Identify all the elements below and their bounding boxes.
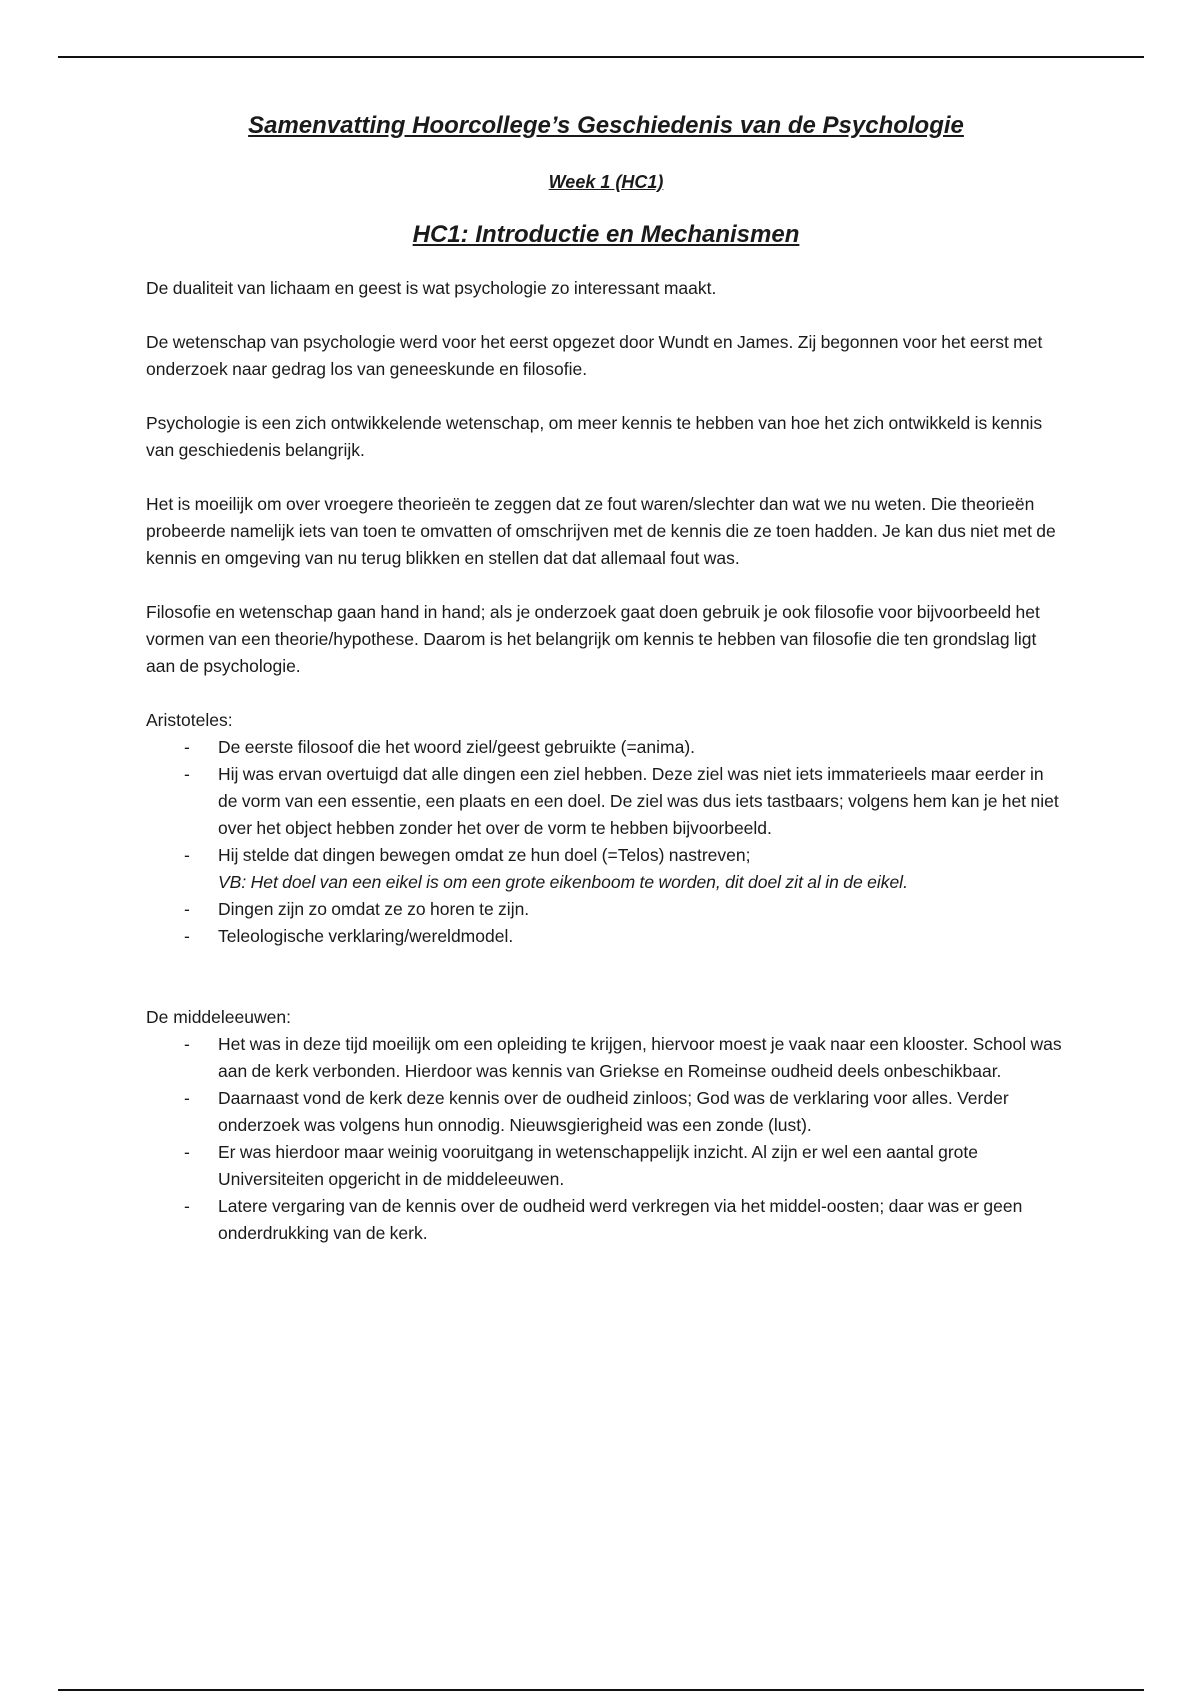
footer-rule	[58, 1689, 1144, 1691]
week-label: Week 1 (HC1)	[548, 172, 664, 192]
middeleeuwen-list	[146, 1031, 1066, 1247]
paragraph: Psychologie is een zich ontwikkelende wetenschap, om meer kennis te hebben van hoe het zich ontwikkeld is kennis van geschiedenis belangrijk.	[146, 413, 1043, 460]
bullet-dash: -	[184, 1196, 190, 1216]
list-item-text: Hij stelde dat dingen bewegen omdat ze hun doel (=Telos) nastreven;	[218, 845, 751, 865]
list-item-text: Er was hierdoor maar weinig vooruitgang in wetenschappelijk inzicht. Al zijn er wel een aantal grote Universiteiten opgericht in de middeleeuwen.	[218, 1142, 978, 1189]
list-item-text: Teleologische verklaring/wereldmodel.	[218, 926, 514, 946]
bullet-dash: -	[184, 845, 190, 865]
list-item	[146, 842, 1066, 896]
paragraph: Filosofie en wetenschap gaan hand in hand; als je onderzoek gaat doen gebruik je ook filosofie voor bijvoorbeeld het vormen van een theorie/hypothese. Daarom is het belangrijk om kennis te hebben van filosofie die ten grondslag ligt aan de psychologie.	[146, 602, 1040, 676]
list-item-text: Het was in deze tijd moeilijk om een opleiding te krijgen, hiervoor moest je vaak naar een klooster. School was aan de kerk verbonden. Hierdoor was kennis van Griekse en Romeinse oudheid deels onbeschikbaar.	[218, 1034, 1062, 1081]
aristoteles-list	[146, 734, 1066, 950]
aristoteles-heading: Aristoteles:	[146, 710, 233, 730]
bullet-dash: -	[184, 737, 190, 757]
list-item	[146, 1031, 1066, 1085]
example-text: VB: Het doel van een eikel is om een grote eikenboom te worden, dit doel zit al in de eikel.	[218, 872, 908, 892]
list-item-text: Daarnaast vond de kerk deze kennis over de oudheid zinloos; God was de verklaring voor alles. Verder onderzoek was volgens hun onnodig. Nieuwsgierigheid was een zonde (lust).	[218, 1088, 1009, 1135]
paragraph: Het is moeilijk om over vroegere theorieën te zeggen dat ze fout waren/slechter dan wat we nu weten. Die theorieën probeerde namelijk iets van toen te omvatten of omschrijven met de kennis die ze toen hadden. Je kan dus niet met de kennis en omgeving van nu terug blikken en stellen dat dat allemaal fout was.	[146, 494, 1056, 568]
middeleeuwen-heading: De middeleeuwen:	[146, 1007, 291, 1027]
list-item	[146, 923, 1066, 950]
list-item	[146, 1139, 1066, 1193]
bullet-dash: -	[184, 1088, 190, 1108]
list-item-text: Dingen zijn zo omdat ze zo horen te zijn.	[218, 899, 530, 919]
list-item	[146, 761, 1066, 842]
list-item-text: Hij was ervan overtuigd dat alle dingen een ziel hebben. Deze ziel was niet iets immaterieels maar eerder in de vorm van een essentie, een plaats en een doel. De ziel was dus iets tastbaars; volgens hem kan je het niet over het object hebben zonder het over de vorm te hebben bijvoorbeeld.	[218, 764, 1059, 838]
document-title: Samenvatting Hoorcollege’s Geschiedenis van de Psychologie	[248, 112, 964, 139]
header-rule	[58, 56, 1144, 58]
list-item-text: Latere vergaring van de kennis over de oudheid werd verkregen via het middel-oosten; daar was er geen onderdrukking van de kerk.	[218, 1196, 1023, 1243]
bullet-dash: -	[184, 1142, 190, 1162]
list-item	[146, 1193, 1066, 1247]
document-page	[146, 104, 1066, 1247]
paragraph: De wetenschap van psychologie werd voor het eerst opgezet door Wundt en James. Zij begonnen voor het eerst met onderzoek naar gedrag los van geneeskunde en filosofie.	[146, 332, 1043, 379]
bullet-dash: -	[184, 926, 190, 946]
section-title: HC1: Introductie en Mechanismen	[412, 221, 800, 248]
list-item	[146, 896, 1066, 923]
list-item-text: De eerste filosoof die het woord ziel/geest gebruikte (=anima).	[218, 737, 696, 757]
bullet-dash: -	[184, 764, 190, 784]
list-item	[146, 1085, 1066, 1139]
bullet-dash: -	[184, 1034, 190, 1054]
list-item	[146, 734, 1066, 761]
paragraph: De dualiteit van lichaam en geest is wat psychologie zo interessant maakt.	[146, 278, 717, 298]
bullet-dash: -	[184, 899, 190, 919]
